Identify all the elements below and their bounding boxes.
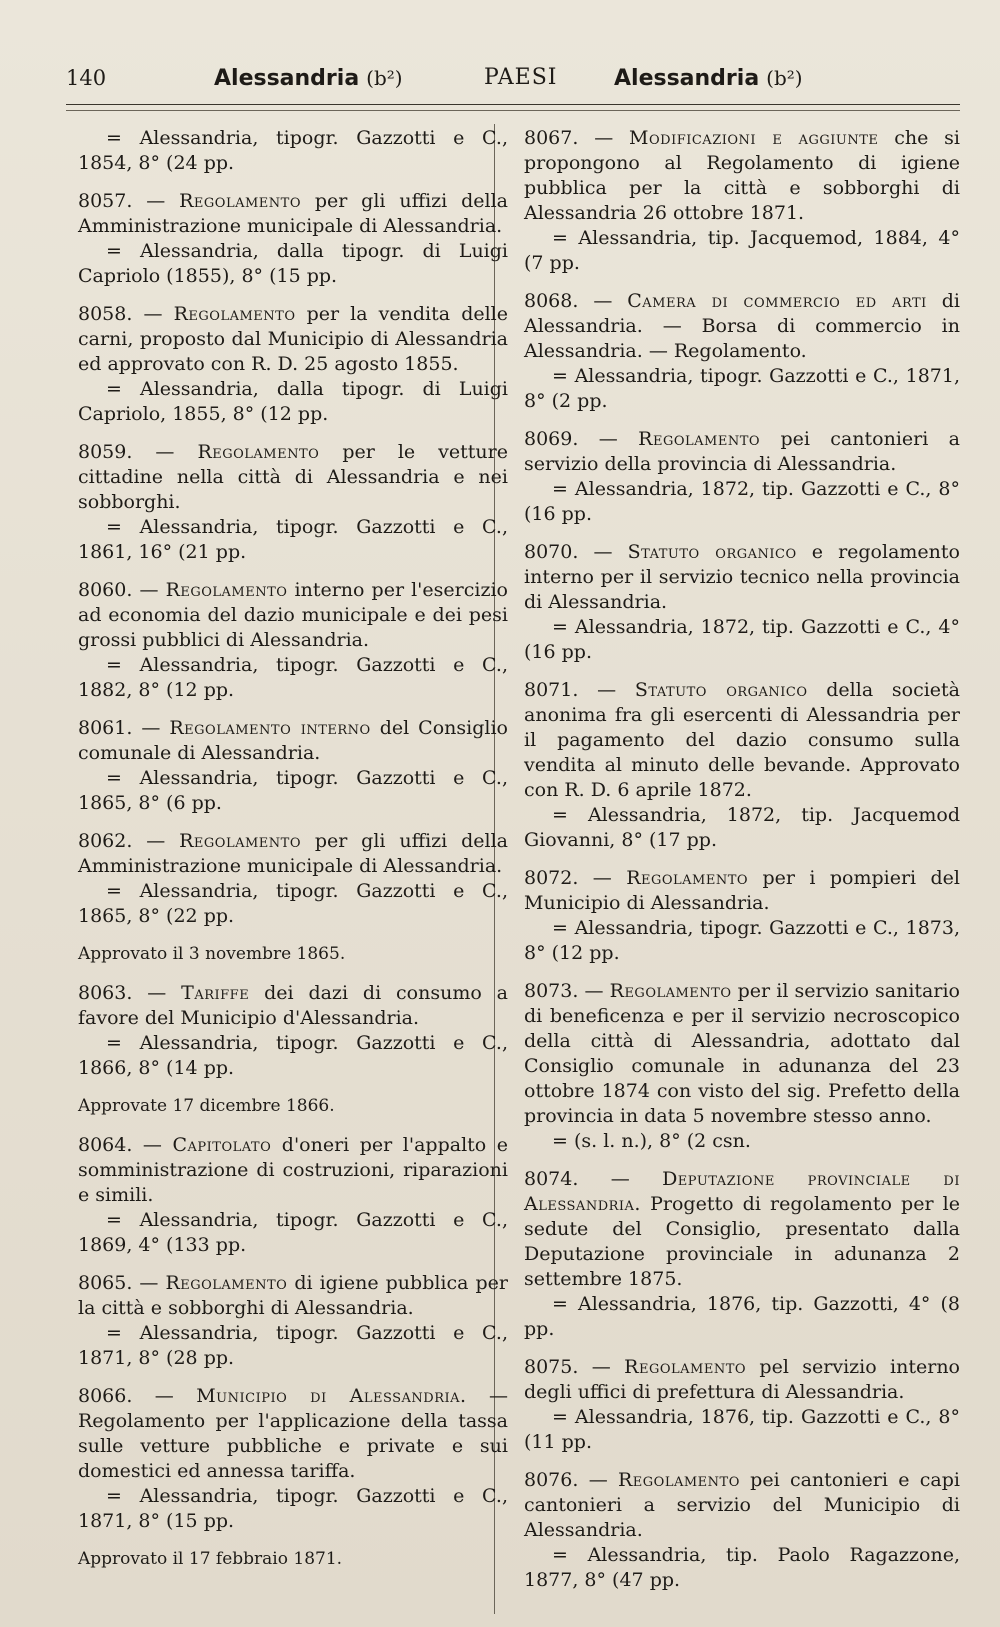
catalog-entry bbox=[524, 1355, 960, 1455]
entry-number: 8074. bbox=[524, 1168, 579, 1190]
catalog-entry bbox=[78, 126, 508, 176]
entry-body: e regolamento interno per il servizio tecnico nella provincia di Alessandria. bbox=[524, 541, 960, 613]
entry-number: 8063. bbox=[78, 982, 133, 1004]
left-title-text: Alessandria bbox=[214, 66, 360, 91]
entry-imprint: = Alessandria, tipogr. Gazzotti e C., 1865, 8° (6 pp. bbox=[78, 767, 508, 814]
catalog-entry bbox=[78, 829, 508, 929]
catalog-entry bbox=[78, 1271, 508, 1371]
entry-description bbox=[524, 1355, 960, 1405]
entry-heading: Regolamento bbox=[179, 190, 301, 212]
entry-body: della società anonima fra gli esercenti di Alessandria per il pagamento del dazio consumo sulla vendita al minuto delle bevande. Approvato con R. D. 6 aprile 1872. bbox=[524, 679, 960, 801]
entry-body: — Regolamento per l'applicazione della tassa sulle vetture pubbliche e private e sui domestici ed annessa tariffa. bbox=[78, 1385, 508, 1482]
entry-dash: — bbox=[132, 441, 198, 463]
entry-imprint: = Alessandria, tipogr. Gazzotti e C., 1865, 8° (22 pp. bbox=[78, 880, 508, 927]
entry-imprint: = Alessandria, tipogr. Gazzotti e C., 1871, 8° (2 pp. bbox=[524, 365, 960, 412]
catalog-entry bbox=[524, 678, 960, 853]
entry-dash: — bbox=[578, 290, 628, 312]
entry-description bbox=[78, 829, 508, 879]
entry-description bbox=[524, 1468, 960, 1543]
left-column bbox=[78, 126, 508, 1586]
left-header-title bbox=[214, 58, 403, 99]
entry-heading: Camera di commercio ed arti bbox=[627, 290, 927, 312]
catalog-entry bbox=[524, 427, 960, 527]
entry-dash: — bbox=[578, 679, 635, 701]
entry-description bbox=[524, 979, 960, 1129]
entry-number: 8059. bbox=[78, 441, 133, 463]
entry-dash: — bbox=[578, 980, 610, 1002]
entry-dash: — bbox=[132, 1134, 173, 1156]
entry-imprint: = Alessandria, tip. Jacquemod, 1884, 4° (7 pp. bbox=[524, 227, 960, 274]
catalog-entry bbox=[524, 126, 960, 276]
entry-heading: Regolamento bbox=[165, 579, 288, 601]
entry-heading: Regolamento bbox=[179, 830, 301, 852]
approval-note: Approvato il 3 novembre 1865. bbox=[78, 944, 346, 964]
entry-number: 8064. bbox=[78, 1134, 133, 1156]
entry-dash: — bbox=[132, 190, 180, 212]
page-number: 140 bbox=[66, 66, 107, 90]
center-header-title: PAESI bbox=[484, 65, 558, 90]
catalog-entry bbox=[78, 716, 508, 816]
header-rule bbox=[66, 104, 960, 105]
entry-imprint: = Alessandria, tipogr. Gazzotti e C., 1861, 16° (21 pp. bbox=[78, 516, 508, 563]
entry-body: di Alessandria. — Borsa di commercio in Alessandria. — Regolamento. bbox=[524, 290, 960, 362]
entry-imprint: = Alessandria, 1872, tip. Jacquemod Giovanni, 8° (17 pp. bbox=[524, 804, 960, 851]
entry-heading: Regolamento bbox=[626, 867, 749, 889]
entry-imprint: = Alessandria, tipogr. Gazzotti e C., 1869, 4° (133 pp. bbox=[78, 1209, 508, 1256]
entry-number: 8066. bbox=[78, 1385, 133, 1407]
entry-description bbox=[78, 981, 508, 1031]
entry-description bbox=[78, 578, 508, 653]
entry-imprint: = (s. l. n.), 8° (2 csn. bbox=[552, 1130, 751, 1152]
entry-description bbox=[78, 1133, 508, 1208]
entry-imprint: = Alessandria, tipogr. Gazzotti e C., 1882, 8° (12 pp. bbox=[78, 654, 508, 701]
entry-imprint: = Alessandria, 1872, tip. Gazzotti e C., 8° (16 pp. bbox=[524, 478, 960, 525]
entry-heading: Regolamento interno bbox=[169, 717, 371, 739]
entry-heading: Capitolato bbox=[172, 1134, 272, 1156]
catalog-entry bbox=[524, 289, 960, 414]
entry-body: Progetto di regolamento per le sedute del Consiglio, presentato dalla Deputazione provinciale in adunanza 2 settembre 1875. bbox=[524, 1193, 960, 1290]
entry-imprint: = Alessandria, tipogr. Gazzotti e C., 1873, 8° (12 pp. bbox=[524, 917, 960, 964]
right-column bbox=[524, 126, 960, 1606]
entry-description bbox=[78, 716, 508, 766]
catalog-entry bbox=[78, 302, 508, 427]
entry-dash: — bbox=[132, 1385, 197, 1407]
entry-description bbox=[524, 540, 960, 615]
entry-body: per i pompieri del Municipio di Alessandria. bbox=[524, 867, 960, 914]
approval-note: Approvato il 17 febbraio 1871. bbox=[78, 1549, 343, 1569]
entry-number: 8071. bbox=[524, 679, 579, 701]
entry-description bbox=[78, 440, 508, 515]
entry-heading: Regolamento bbox=[638, 428, 761, 450]
entry-imprint: = Alessandria, tipogr. Gazzotti e C., 1871, 8° (15 pp. bbox=[78, 1485, 508, 1532]
entry-number: 8060. bbox=[78, 579, 133, 601]
entry-number: 8068. bbox=[524, 290, 579, 312]
entry-imprint: = Alessandria, tipogr. Gazzotti e C., 1871, 8° (28 pp. bbox=[78, 1322, 508, 1369]
entry-number: 8062. bbox=[78, 830, 133, 852]
catalog-entry bbox=[78, 578, 508, 703]
entry-body: che si propongono al Regolamento di igiene pubblica per la città e sobborghi di Alessandria 26 ottobre 1871. bbox=[524, 127, 960, 224]
entry-number: 8058. bbox=[78, 303, 133, 325]
entry-dash: — bbox=[132, 1272, 166, 1294]
entry-body: d'oneri per l'appalto e somministrazione di costruzioni, riparazioni e simili. bbox=[78, 1134, 508, 1206]
entry-heading: Regolamento bbox=[173, 303, 296, 325]
entry-description bbox=[524, 126, 960, 226]
entry-heading: Municipio di Alessandria. bbox=[196, 1385, 467, 1407]
catalog-entry bbox=[524, 1167, 960, 1342]
entry-heading: Regolamento bbox=[618, 1469, 740, 1491]
entry-description bbox=[78, 189, 508, 239]
entry-number: 8075. bbox=[524, 1356, 579, 1378]
entry-description bbox=[524, 1167, 960, 1292]
entry-body: pel servizio interno degli uffici di prefettura di Alessandria. bbox=[524, 1356, 960, 1403]
catalog-entry bbox=[78, 1133, 508, 1258]
entry-heading: Statuto organico bbox=[627, 541, 797, 563]
entry-body: per il servizio sanitario di beneficenza e per il servizio necroscopico della città di Alessandria, adottato dal Consiglio comunale in adunanza del 23 ottobre 1874 con visto del sig. Prefetto della provincia in data 5 novembre stesso anno. bbox=[524, 980, 960, 1127]
entry-description bbox=[524, 289, 960, 364]
catalog-entry bbox=[524, 866, 960, 966]
catalog-entry bbox=[78, 981, 508, 1081]
entry-number: 8073. bbox=[524, 980, 579, 1002]
right-header-title bbox=[614, 58, 803, 99]
entry-heading: Regolamento bbox=[609, 980, 732, 1002]
entry-body: per gli uffizi della Amministrazione municipale di Alessandria. bbox=[78, 830, 508, 877]
entry-dash: — bbox=[578, 428, 639, 450]
entry-number: 8076. bbox=[524, 1469, 579, 1491]
entry-heading: Regolamento bbox=[197, 441, 320, 463]
catalog-entry bbox=[78, 189, 508, 289]
left-section-mark: (b²) bbox=[366, 66, 403, 90]
entry-dash: — bbox=[132, 982, 182, 1004]
entry-body: del Consiglio comunale di Alessandria. bbox=[78, 717, 508, 764]
approval-note: Approvate 17 dicembre 1866. bbox=[78, 1096, 335, 1116]
catalog-entry bbox=[78, 1384, 508, 1534]
entry-heading: Modificazioni e aggiunte bbox=[629, 127, 879, 149]
entry-dash: — bbox=[132, 579, 166, 601]
entry-body: interno per l'esercizio ad economia del dazio municipale e dei pesi grossi pubblici di Alessandria. bbox=[78, 579, 508, 651]
entry-imprint: = Alessandria, tipogr. Gazzotti e C., 1866, 8° (14 pp. bbox=[78, 1032, 508, 1079]
entry-description bbox=[78, 1384, 508, 1484]
entry-description bbox=[524, 678, 960, 803]
entry-number: 8070. bbox=[524, 541, 579, 563]
entry-imprint: = Alessandria, dalla tipogr. di Luigi Capriolo, 1855, 8° (12 pp. bbox=[78, 378, 508, 425]
entry-body: per le vetture cittadine nella città di Alessandria e nei sobborghi. bbox=[78, 441, 508, 513]
entry-heading: Deputazione provinciale di Alessandria. bbox=[524, 1168, 960, 1215]
entry-body: per la vendita delle carni, proposto dal Municipio di Alessandria ed approvato con R. D. 25 agosto 1855. bbox=[78, 303, 508, 375]
entry-description bbox=[78, 302, 508, 377]
entry-description bbox=[524, 866, 960, 916]
entry-heading: Tariffe bbox=[181, 982, 250, 1004]
entry-number: 8072. bbox=[524, 867, 579, 889]
entry-imprint: = Alessandria, 1876, tip. Gazzotti, 4° (8 pp. bbox=[524, 1293, 960, 1340]
right-section-mark: (b²) bbox=[766, 66, 803, 90]
header-rule-secondary bbox=[66, 110, 960, 111]
entry-number: 8069. bbox=[524, 428, 579, 450]
entry-dash: — bbox=[132, 303, 174, 325]
entry-number: 8067. bbox=[524, 127, 579, 149]
entry-heading: Statuto organico bbox=[634, 679, 808, 701]
catalog-entry bbox=[524, 1468, 960, 1593]
running-header bbox=[66, 58, 954, 98]
entry-description bbox=[78, 1271, 508, 1321]
entry-imprint: = Alessandria, tip. Paolo Ragazzone, 1877, 8° (47 pp. bbox=[524, 1544, 960, 1591]
entry-number: 8057. bbox=[78, 190, 133, 212]
catalog-entry bbox=[524, 979, 960, 1154]
entry-imprint: = Alessandria, 1872, tip. Gazzotti e C., 4° (16 pp. bbox=[524, 616, 960, 663]
entry-heading: Regolamento bbox=[165, 1272, 288, 1294]
entry-body: per gli uffizi della Amministrazione municipale di Alessandria. bbox=[78, 190, 508, 237]
right-title-text: Alessandria bbox=[614, 66, 760, 91]
entry-imprint: = Alessandria, tipogr. Gazzotti e C., 1854, 8° (24 pp. bbox=[78, 127, 508, 174]
entry-dash: — bbox=[132, 830, 180, 852]
entry-description bbox=[524, 427, 960, 477]
entry-dash: — bbox=[132, 717, 170, 739]
entry-imprint: = Alessandria, dalla tipogr. di Luigi Capriolo (1855), 8° (15 pp. bbox=[78, 240, 508, 287]
entry-body: pei cantonieri a servizio della provincia di Alessandria. bbox=[524, 428, 960, 475]
entry-imprint: = Alessandria, 1876, tip. Gazzotti e C., 8° (11 pp. bbox=[524, 1406, 960, 1453]
entry-dash: — bbox=[578, 127, 630, 149]
entry-dash: — bbox=[578, 867, 627, 889]
entry-dash: — bbox=[578, 1356, 625, 1378]
entry-dash: — bbox=[578, 1469, 618, 1491]
entry-body: di igiene pubblica per la città e sobborghi di Alessandria. bbox=[78, 1272, 508, 1319]
entry-number: 8065. bbox=[78, 1272, 133, 1294]
entry-dash: — bbox=[578, 1168, 663, 1190]
catalog-entry bbox=[524, 540, 960, 665]
entry-dash: — bbox=[578, 541, 628, 563]
entry-number: 8061. bbox=[78, 717, 133, 739]
entry-body: pei cantonieri e capi cantonieri a servizio del Municipio di Alessandria. bbox=[524, 1469, 960, 1541]
catalog-entry bbox=[78, 440, 508, 565]
entry-heading: Regolamento bbox=[624, 1356, 747, 1378]
entry-body: dei dazi di consumo a favore del Municipio d'Alessandria. bbox=[78, 982, 508, 1029]
